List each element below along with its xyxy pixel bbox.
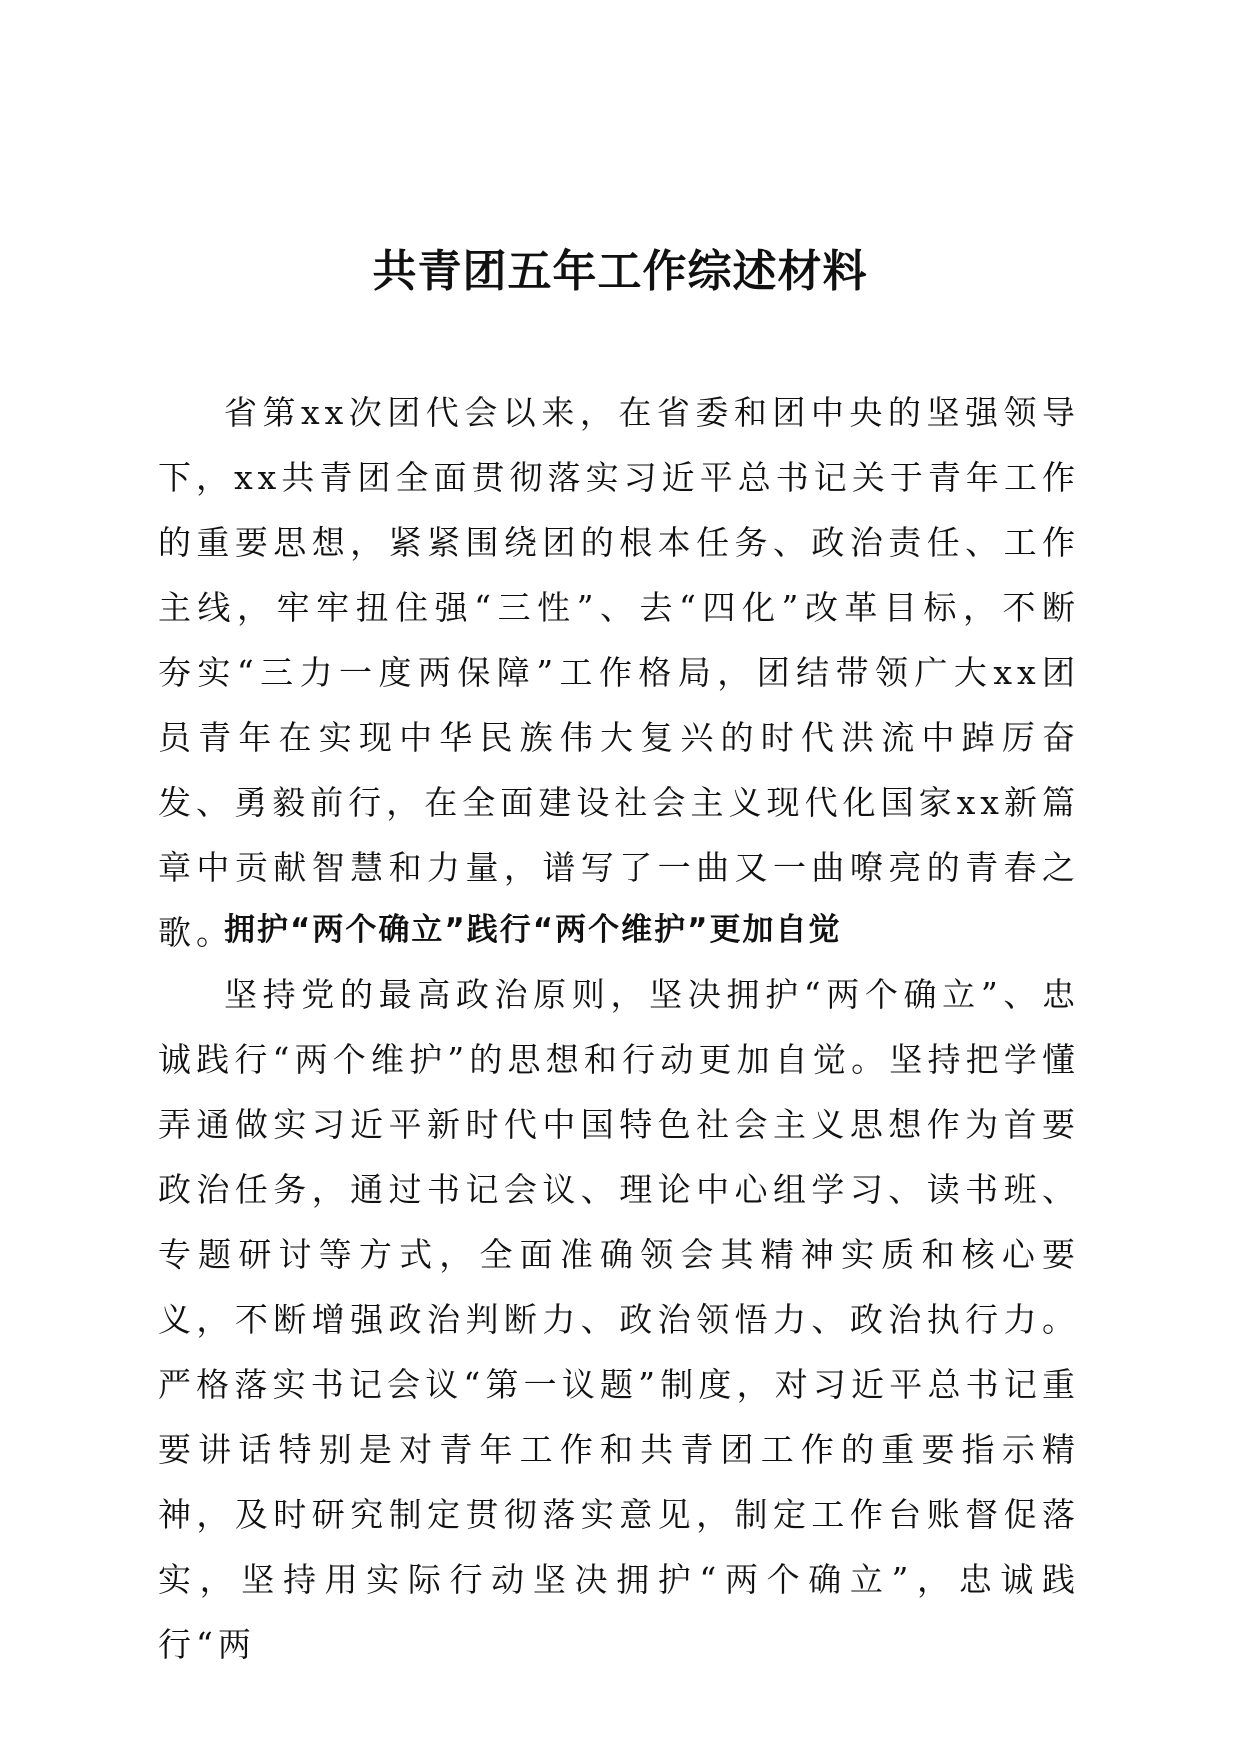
intro-paragraph: 省第xx次团代会以来，在省委和团中央的坚强领导下，xx共青团全面贯彻落实习近平总书记关于青年工作的重要思想，紧紧围绕团的根本任务、政治责任、工作主线，牢牢扭住强“三性”、去“四化”改革目标，不断夯实“三力一度两保障”工作格局，团结带领广大xx团员青年在实现中华民族伟大复兴的时代洪流中踔厉奋发、勇毅前行，在全面建设社会主义现代化国家xx新篇章中贡献智慧和力量，谱写了一曲又一曲嘹亮的青春之歌。 (158, 393, 1080, 952)
section-paragraph: 坚持党的最高政治原则，坚决拥护“两个确立”、忠诚践行“两个维护”的思想和行动更加自觉。坚持把学懂弄通做实习近平新时代中国特色社会主义思想作为首要政治任务，通过书记会议、理论中心组学习、读书班、专题研讨等方式，全面准确领会其精神实质和核心要义，不断增强政治判断力、政治领悟力、政治执行力。严格落实书记会议“第一议题”制度，对习近平总书记重要讲话特别是对青年工作和共青团工作的重要指示精神，及时研究制定贯彻落实意见，制定工作台账督促落实，坚持用实际行动坚决拥护“两个确立”，忠诚践行“两 (158, 975, 1080, 1664)
section-heading: 拥护“两个确立”践行“两个维护”更加自觉 (224, 912, 842, 948)
document-title: 共青团五年工作综述材料 (372, 246, 868, 297)
